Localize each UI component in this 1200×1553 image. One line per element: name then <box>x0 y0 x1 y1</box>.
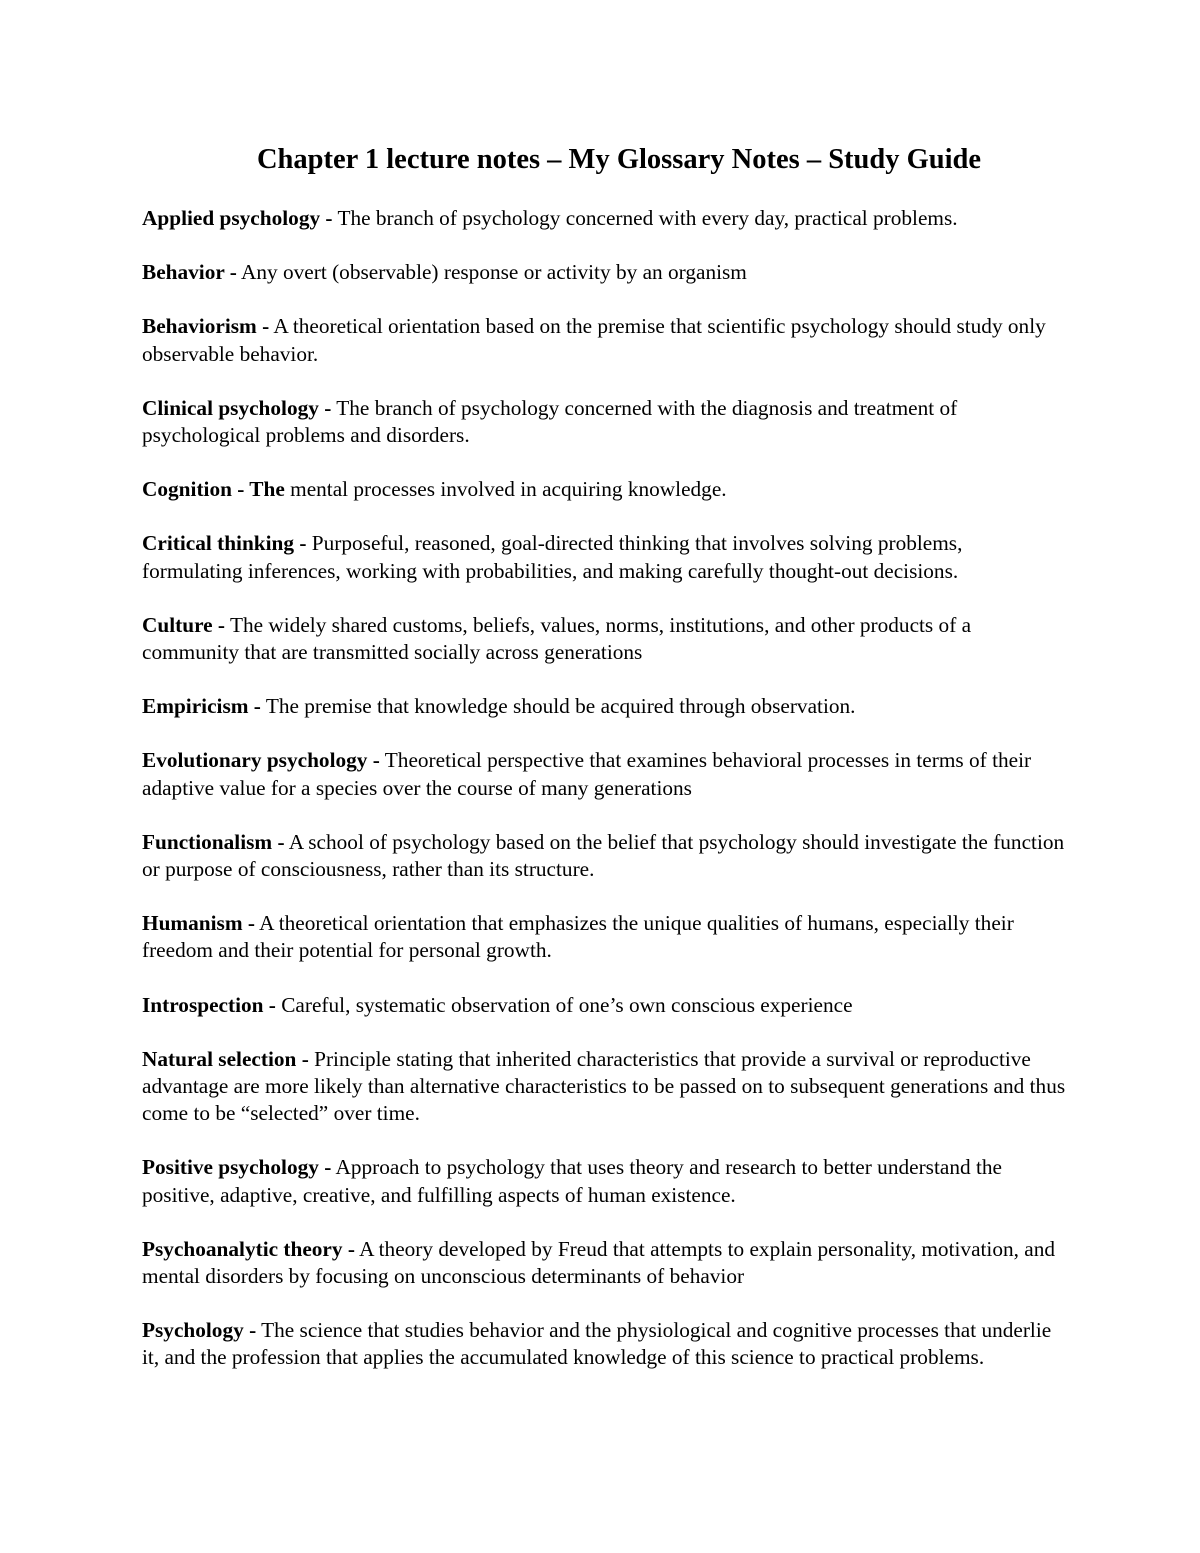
glossary-term: Psychoanalytic theory - <box>142 1236 355 1261</box>
glossary-entry-clinical-psychology <box>142 395 1067 449</box>
glossary-list <box>142 205 1067 1399</box>
glossary-entry-positive-psychology <box>142 1154 1067 1208</box>
glossary-definition: Careful, systematic observation of one’s own conscious experience <box>275 992 853 1017</box>
glossary-entry-evolutionary-psychology <box>142 747 1067 801</box>
glossary-entry-cognition <box>142 476 1067 503</box>
glossary-entry-critical-thinking <box>142 530 1067 584</box>
glossary-entry-behavior <box>142 259 1067 286</box>
glossary-term: Positive psychology - <box>142 1155 332 1180</box>
glossary-term: Psychology - <box>142 1318 257 1343</box>
glossary-entry-psychology <box>142 1317 1067 1371</box>
glossary-entry-functionalism <box>142 829 1067 883</box>
glossary-definition: The branch of psychology concerned with the diagnosis and treatment of psychological problems and disorders. <box>142 395 958 448</box>
glossary-entry-behaviorism <box>142 313 1067 367</box>
glossary-definition: A school of psychology based on the belief that psychology should investigate the function or purpose of consciousness, rather than its structure. <box>142 829 1065 882</box>
glossary-definition: Any overt (observable) response or activity by an organism <box>236 260 747 285</box>
glossary-definition: The science that studies behavior and the physiological and cognitive processes that underlie it, and the profession that applies the accumulated knowledge of this science to practical problems. <box>142 1318 1052 1370</box>
glossary-term: Applied psychology - <box>142 206 333 230</box>
glossary-term: Critical thinking - <box>142 531 307 556</box>
glossary-term: Natural selection - <box>142 1046 309 1071</box>
glossary-term: Cognition - The <box>142 477 285 502</box>
glossary-entry-culture <box>142 612 1067 666</box>
glossary-term: Behaviorism - <box>142 314 270 339</box>
glossary-definition: The branch of psychology concerned with every day, practical problems. <box>332 206 958 230</box>
glossary-definition: A theoretical orientation based on the premise that scientific psychology should study only observable behavior. <box>142 314 1046 366</box>
glossary-definition: Purposeful, reasoned, goal-directed thinking that involves solving problems, formulating inferences, working with probabilities, and making carefully thought-out decisions. <box>142 531 963 583</box>
glossary-definition: mental processes involved in acquiring knowledge. <box>284 477 727 502</box>
glossary-entry-applied-psychology <box>142 205 1067 232</box>
glossary-entry-empiricism <box>142 693 1067 720</box>
glossary-term: Introspection - <box>142 992 276 1017</box>
glossary-entry-humanism <box>142 910 1067 964</box>
glossary-entry-natural-selection <box>142 1046 1067 1128</box>
glossary-definition: A theoretical orientation that emphasizes the unique qualities of humans, especially their freedom and their potential for personal growth. <box>142 911 1014 963</box>
glossary-definition: Approach to psychology that uses theory and research to better understand the positive, adaptive, creative, and fulfilling aspects of human existence. <box>142 1155 1002 1207</box>
glossary-term: Humanism - <box>142 911 256 936</box>
glossary-entry-introspection <box>142 992 1067 1019</box>
glossary-definition: The widely shared customs, beliefs, values, norms, institutions, and other products of a community that are transmitted socially across generations <box>142 612 972 665</box>
glossary-definition: A theory developed by Freud that attempts to explain personality, motivation, and mental disorders by focusing on unconscious determinants of behavior <box>142 1236 1056 1289</box>
glossary-entry-psychoanalytic-theory <box>142 1236 1067 1290</box>
glossary-term: Functionalism - <box>142 829 285 854</box>
glossary-term: Evolutionary psychology - <box>142 748 380 773</box>
glossary-definition: The premise that knowledge should be acquired through observation. <box>260 694 856 719</box>
glossary-term: Empiricism - <box>142 694 261 719</box>
glossary-term: Behavior - <box>142 260 237 285</box>
page-title: Chapter 1 lecture notes – My Glossary Notes – Study Guide <box>256 144 982 175</box>
glossary-term: Clinical psychology - <box>142 395 332 420</box>
glossary-definition: Principle stating that inherited characteristics that provide a survival or reproductive advantage are more likely than alternative characteristics to be passed on to subsequent generations and thus come to be “selected” over time. <box>142 1046 1066 1126</box>
glossary-term: Culture - <box>142 612 226 637</box>
glossary-definition: Theoretical perspective that examines behavioral processes in terms of their adaptive value for a species over the course of many generations <box>142 748 1032 800</box>
